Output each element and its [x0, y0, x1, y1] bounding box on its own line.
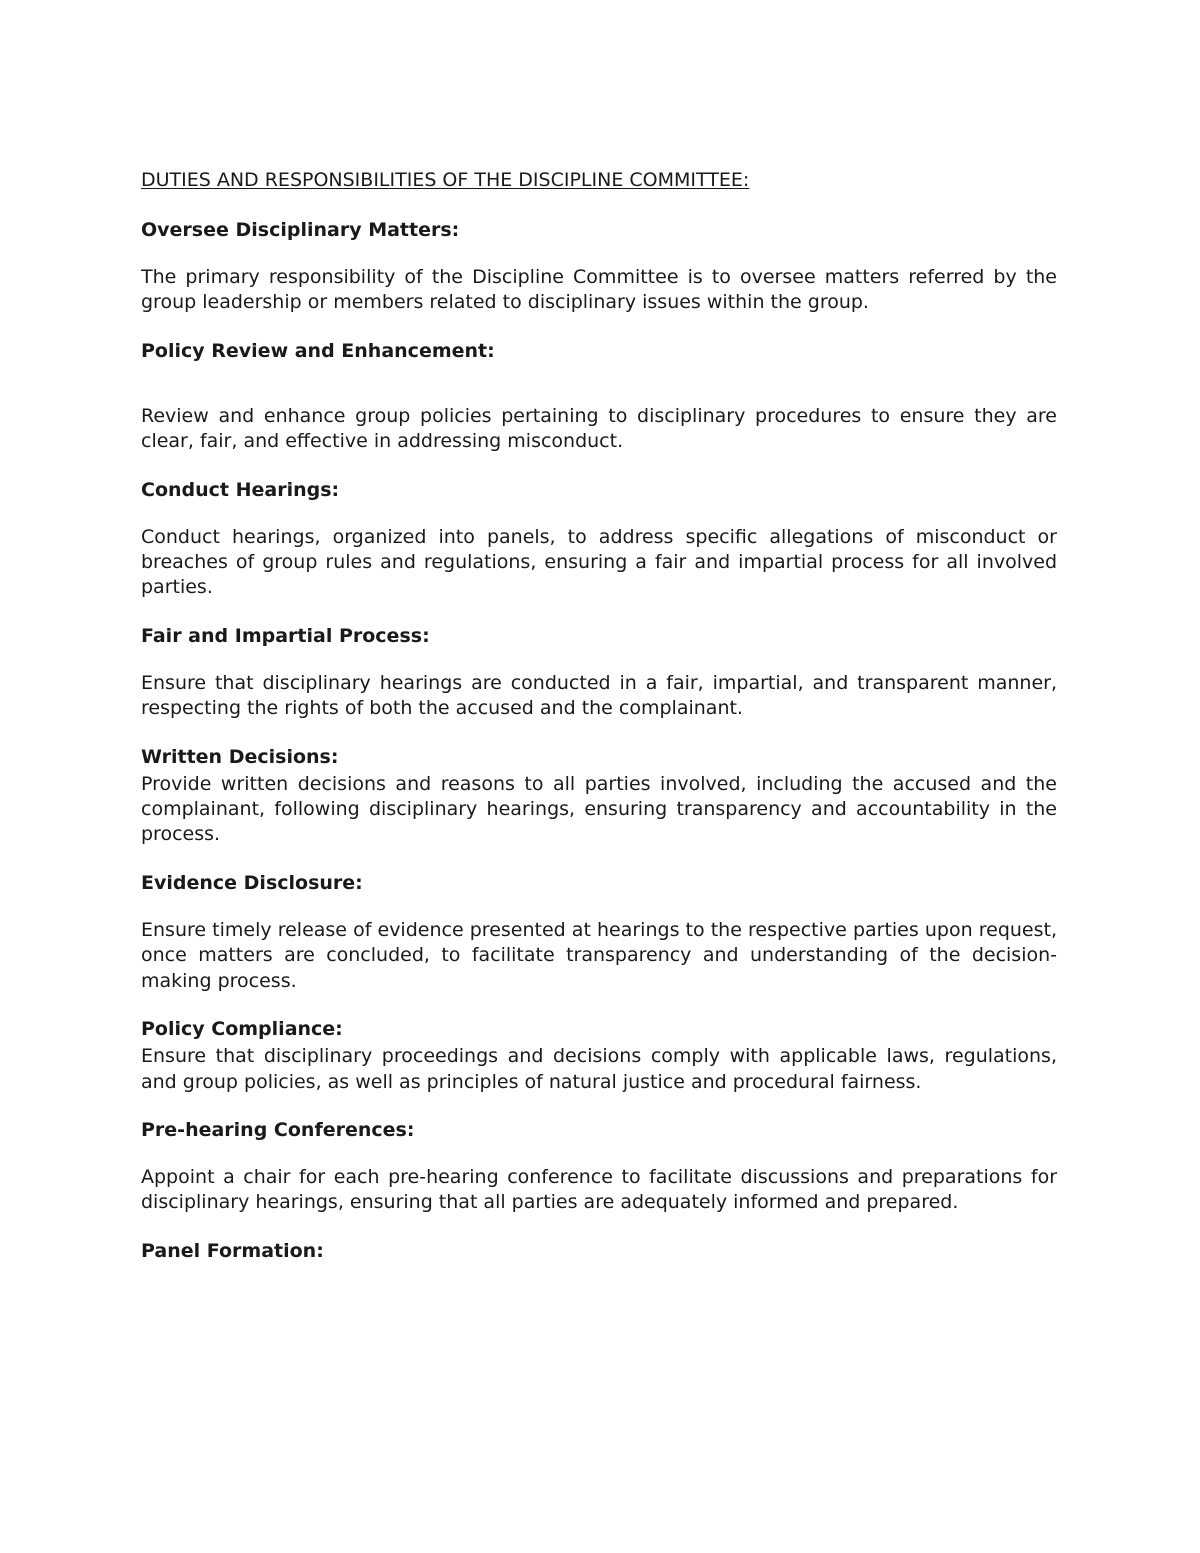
spacer: [141, 316, 1057, 336]
section-body-oversee: The primary responsibility of the Discipline Committee is to oversee matters referred by the group leadership or members related to disciplinary issues within the group.: [141, 266, 1057, 314]
spacer: [141, 505, 1057, 525]
section-body-conduct-hearings: Conduct hearings, organized into panels, to address specific allegations of misconduct or breaches of group rules and regulations, ensuring a fair and impartial process for all involved parties.: [141, 525, 1057, 599]
spacer: [141, 722, 1057, 742]
spacer: [141, 898, 1057, 918]
spacer: [141, 245, 1057, 265]
spacer: [141, 601, 1057, 621]
spacer: [141, 1216, 1057, 1236]
spacer: [141, 848, 1057, 868]
section-body-written-decisions: Provide written decisions and reasons to all parties involved, including the accused and the complainant, following disciplinary hearings, ensuring transparency and accountability in the process.: [141, 772, 1057, 846]
section-body-policy-review: Review and enhance group policies pertaining to disciplinary procedures to ensure they are clear, fair, and effective in addressing misconduct.: [141, 404, 1057, 453]
section-heading-policy-review: Policy Review and Enhancement:: [141, 339, 495, 362]
section-heading-conduct-hearings: Conduct Hearings:: [141, 478, 340, 501]
section-heading-pre-hearing: Pre-hearing Conferences:: [141, 1118, 415, 1141]
section-heading-panel-formation: Panel Formation:: [141, 1239, 324, 1262]
section-heading-fair-process: Fair and Impartial Process:: [141, 624, 430, 647]
spacer: [141, 1095, 1057, 1115]
document-page: [141, 165, 1057, 1266]
spacer: [141, 1145, 1057, 1165]
document-title: DUTIES AND RESPONSIBILITIES OF THE DISCIPLINE COMMITTEE:: [141, 169, 750, 191]
section-body-evidence-disclosure: Ensure timely release of evidence presented at hearings to the respective parties upon request, once matters are concluded, to facilitate transparency and understanding of the decision-making process.: [141, 918, 1057, 992]
section-heading-policy-compliance: Policy Compliance:: [141, 1018, 343, 1041]
spacer: [141, 994, 1057, 1014]
spacer: [141, 651, 1057, 671]
section-heading-written-decisions: Written Decisions:: [141, 745, 339, 768]
spacer: [141, 455, 1057, 475]
section-heading-evidence-disclosure: Evidence Disclosure:: [141, 871, 363, 894]
section-body-fair-process: Ensure that disciplinary hearings are conducted in a fair, impartial, and transparent manner, respecting the rights of both the accused and the complainant.: [141, 671, 1057, 720]
spacer: [141, 366, 1057, 404]
section-heading-oversee: Oversee Disciplinary Matters:: [141, 219, 460, 241]
section-body-pre-hearing: Appoint a chair for each pre-hearing conference to facilitate discussions and preparations for disciplinary hearings, ensuring that all parties are adequately informed and prepared.: [141, 1165, 1057, 1214]
spacer: [141, 195, 1057, 215]
section-body-policy-compliance: Ensure that disciplinary proceedings and decisions comply with applicable laws, regulations, and group policies, as well as principles of natural justice and procedural fairness.: [141, 1045, 1057, 1093]
